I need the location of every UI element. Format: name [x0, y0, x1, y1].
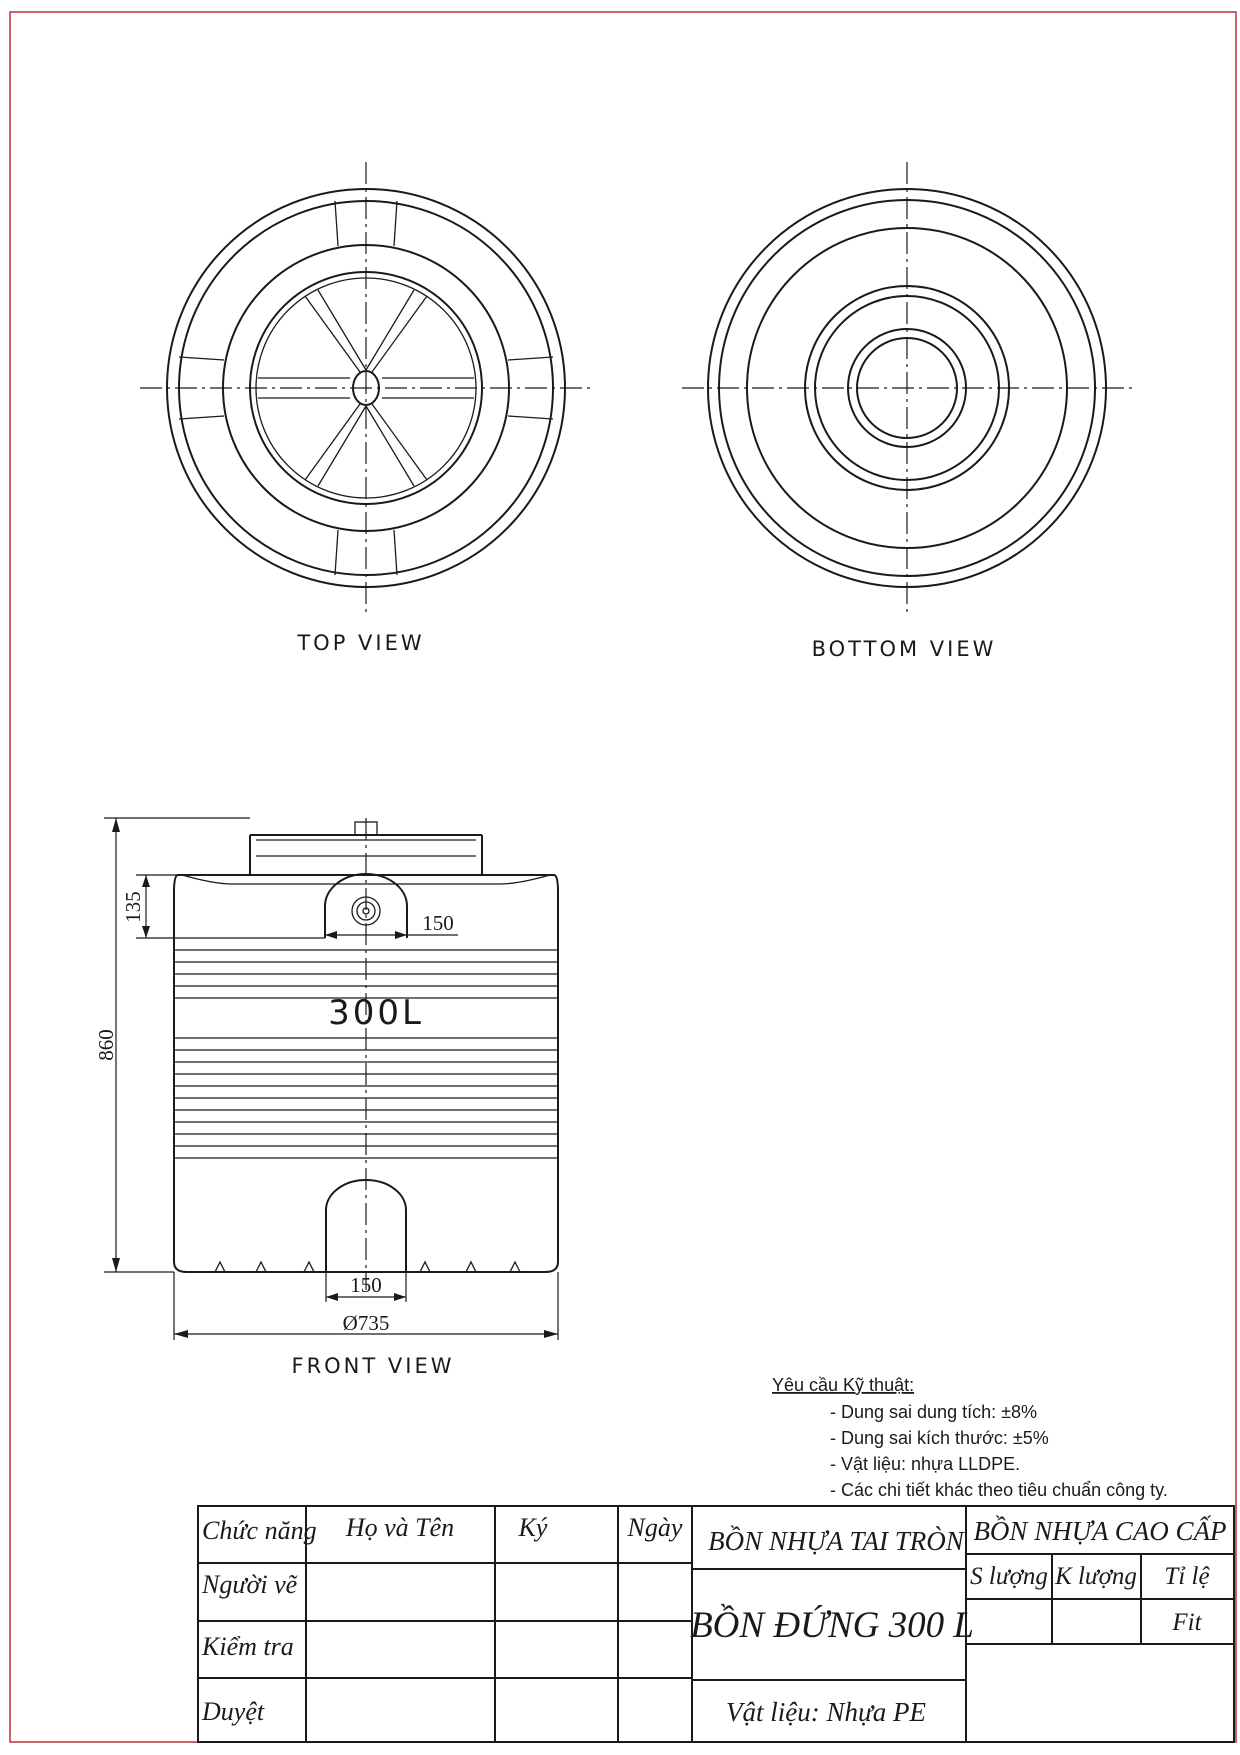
dim-top-offset: 135: [121, 891, 145, 923]
weight-label: K lượng: [1055, 1563, 1137, 1590]
capacity-label: 300L: [328, 993, 424, 1033]
brand-label: BỒN NHỰA CAO CẤP: [973, 1516, 1227, 1546]
front-view: [174, 818, 558, 1290]
dim-bottom-opening: 150: [350, 1273, 382, 1297]
row-drawn-by: Người vẽ: [202, 1570, 298, 1599]
header-sign: Ký: [518, 1513, 548, 1542]
requirement-item: - Các chi tiết khác theo tiêu chuẩn công ty.: [830, 1480, 1168, 1500]
front-view-label: FRONT VIEW: [291, 1354, 455, 1378]
top-view: [140, 162, 590, 612]
dim-diameter: Ø735: [342, 1311, 390, 1335]
quantity-label: S lượng: [970, 1563, 1048, 1590]
top-view-label: TOP VIEW: [297, 631, 425, 655]
header-date: Ngày: [627, 1513, 683, 1542]
requirement-item: - Vật liệu: nhựa LLDPE.: [830, 1454, 1021, 1474]
dimension-lines: [104, 818, 558, 1340]
scale-label: Tỉ lệ: [1164, 1563, 1210, 1590]
requirement-item: - Dung sai kích thước: ±5%: [830, 1428, 1049, 1448]
row-checked-by: Kiểm tra: [202, 1632, 294, 1661]
requirements-title: Yêu cầu Kỹ thuật:: [772, 1375, 915, 1395]
product-line: BỒN NHỰA TAI TRÒN: [708, 1526, 964, 1556]
product-name: BỒN ĐỨNG 300 L: [690, 1605, 974, 1646]
header-function: Chức năng: [202, 1516, 317, 1545]
bottom-view-label: BOTTOM VIEW: [811, 637, 997, 661]
row-approved-by: Duyệt: [202, 1697, 265, 1726]
dim-top-opening: 150: [422, 911, 454, 935]
upper-ribs: [174, 950, 558, 998]
material-label: Vật liệu: Nhựa PE: [726, 1697, 926, 1727]
scale-value: Fit: [1172, 1609, 1202, 1636]
dim-total-height: 860: [94, 1029, 118, 1061]
bottom-view: [682, 162, 1132, 612]
technical-requirements: [772, 1375, 1168, 1500]
requirement-item: - Dung sai dung tích: ±8%: [830, 1402, 1037, 1422]
header-name: Họ và Tên: [345, 1513, 455, 1542]
